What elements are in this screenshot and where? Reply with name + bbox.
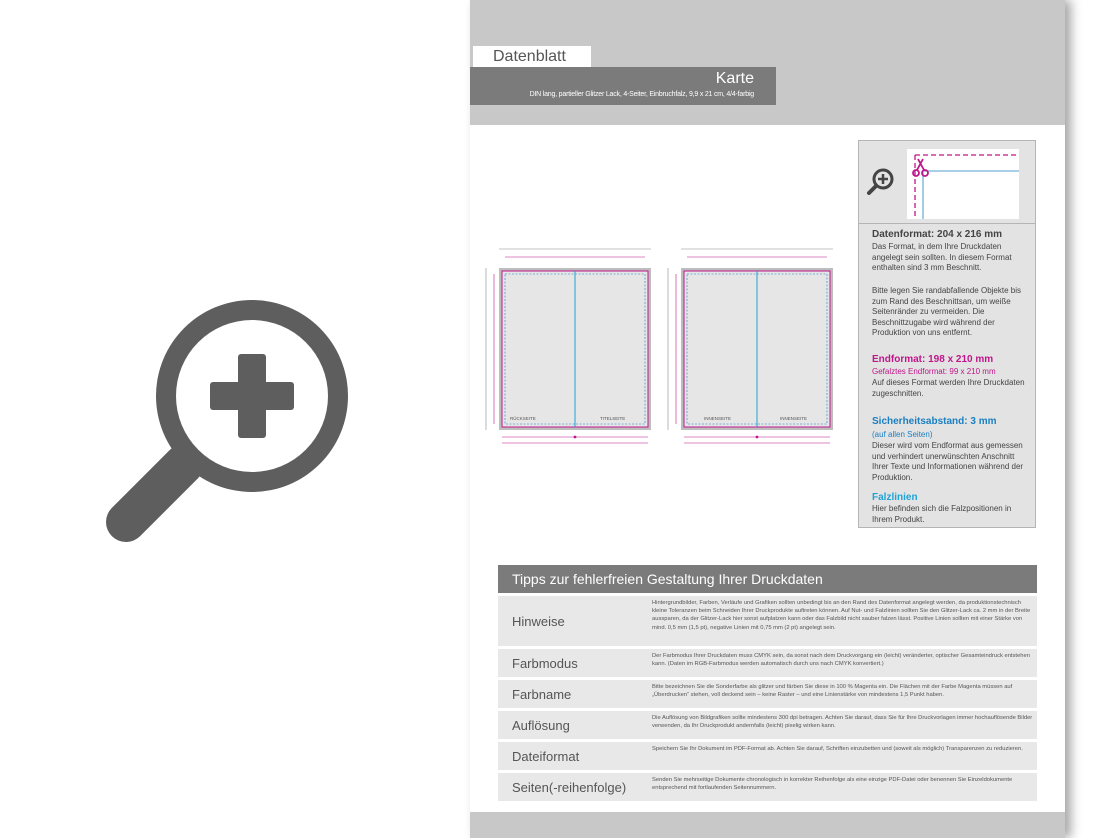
falzlinien-text: Hier befinden sich die Falzpositionen in Ihrem Produkt. [872, 504, 1012, 524]
tip-row [498, 742, 1037, 770]
tip-label: Farbmodus [512, 655, 578, 671]
tips-header: Tipps zur fehlerfreien Gestaltung Ihrer Druckdaten [498, 565, 1037, 593]
tip-row [498, 773, 1037, 801]
tip-row [498, 596, 1037, 646]
endformat-title: Endformat: 198 x 210 mm [872, 354, 994, 365]
tip-text: Speichern Sie Ihr Dokument im PDF-Format ab. Achten Sie darauf, Schriften einzubetten und (soweit als möglich) Transparenzen zu reduzieren. [652, 746, 1023, 752]
tip-text: Der Farbmodus Ihrer Druckdaten muss CMYK sein, da sonst nach dem Druckvorgang ein (leicht) veränderter, optischer Gesamteindruck entstehen kann. (Daten im RGB-Farbmodus werden automatisch durch uns nach CMYK konvertiert.) [652, 653, 1030, 668]
tip-label: Auflösung [512, 717, 570, 733]
sicherheit-title: Sicherheitsabstand: 3 mm [872, 416, 997, 427]
tip-text: Senden Sie mehrseitige Dokumente chronologisch in korrekter Reihenfolge als eine einzige PDF-Datei oder benennen Sie Einzeldokumente entsprechend mit fortlaufenden Seitennummern. [652, 777, 1013, 792]
product-subtitle: DIN lang, partieller Glitzer Lack, 4-Seiter, Einbruchfalz, 9,9 x 21 cm, 4/4-farbig [529, 91, 754, 98]
tip-label: Dateiformat [512, 748, 580, 764]
format-info-box [858, 140, 1036, 528]
tip-label: Seiten(-reihenfolge) [512, 779, 627, 795]
panel-label: TITELSEITE [600, 416, 626, 421]
sicherheit-subtitle: (auf allen Seiten) [872, 430, 933, 439]
tip-label: Hinweise [512, 613, 565, 629]
footer-band [470, 812, 1065, 838]
panel-label: INNENSEITE [780, 416, 808, 421]
zoom-small-icon[interactable] [869, 170, 892, 193]
datenformat-title: Datenformat: 204 x 216 mm [872, 229, 1003, 240]
datasheet-page [470, 0, 1065, 838]
datasheet-tab: Datenblatt [473, 46, 591, 68]
datenformat-text: Das Format, in dem Ihre Druckdaten angelegt sein sollten. In diesem Format enthalten sind 3 mm Beschnitt. [872, 242, 1012, 272]
diagram-inside [668, 249, 833, 443]
datenformat-text-2: Bitte legen Sie randabfallende Objekte bis zum Rand des Beschnittsan, um weiße Seitenränder zu vermeiden. Die Beschnittzugabe wird während der Produktion von uns entfernt. [872, 286, 1021, 337]
tip-row [498, 649, 1037, 677]
tip-text: Hintergrundbilder, Farben, Verläufe und Grafiken sollten unbedingt bis an den Rand des Datenformat angelegt werden, da produktionstechnisch kleine Toleranzen beim Schneiden Ihrer Druckprodukte auftreten können. Auf Nut- und Falzlinien sollten Sie den Glitzer-Lack ca. 2 mm in der Breite aussparen, da der Glitzer-Lack hier sonst aufplatzen kann oder das Falzbild nicht sauber falzen lässt. Positive Linien sollten mit einer Stärke von mind. 0,5 mm (1,5 pt), negative Linien mit 0,75 mm (2 pt) angelegt sein. [652, 600, 1031, 631]
product-title-bar [470, 67, 776, 105]
tip-row [498, 711, 1037, 739]
sicherheit-text: Dieser wird vom Endformat aus gemessen und verhindert unerwünschten Anschnitt Ihrer Texte und Informationen während der Produktion. [872, 441, 1024, 482]
panel-label: INNENSEITE [704, 416, 732, 421]
format-diagrams [480, 240, 850, 450]
endformat-text: Auf dieses Format werden Ihre Druckdaten zugeschnitten. [872, 378, 1025, 398]
product-title: Karte [715, 70, 754, 87]
endformat-subtitle: Gefalztes Endformat: 99 x 210 mm [872, 367, 996, 376]
diagram-outside [486, 249, 651, 443]
tip-label: Farbname [512, 686, 572, 702]
tips-table [498, 565, 1037, 801]
format-preview [859, 141, 1035, 224]
magnifier-plus-icon[interactable] [100, 288, 360, 550]
falzlinien-title: Falzlinien [872, 492, 918, 503]
tip-row [498, 680, 1037, 708]
tip-text: Bitte bezeichnen Sie die Sonderfarbe als glitzer und färben Sie diese in 100 % Magenta ein. Die Flächen mit der Farbe Magenta müssen auf „Überdrucken“ stehen, voll deckend sein – keine Raster – und eine Linienstärke von mindestens 1,5 Punkt haben. [652, 684, 1013, 699]
tip-text: Die Auflösung von Bildgrafiken sollte mindestens 300 dpi betragen. Achten Sie darauf, dass Sie für Ihre Druckvorlagen immer hochauflösende Bilder verwenden, da Ihr Druckprodukt andernfalls (leicht) pixelig wirken kann. [652, 715, 1033, 730]
panel-label: RÜCKSEITE [510, 416, 536, 421]
